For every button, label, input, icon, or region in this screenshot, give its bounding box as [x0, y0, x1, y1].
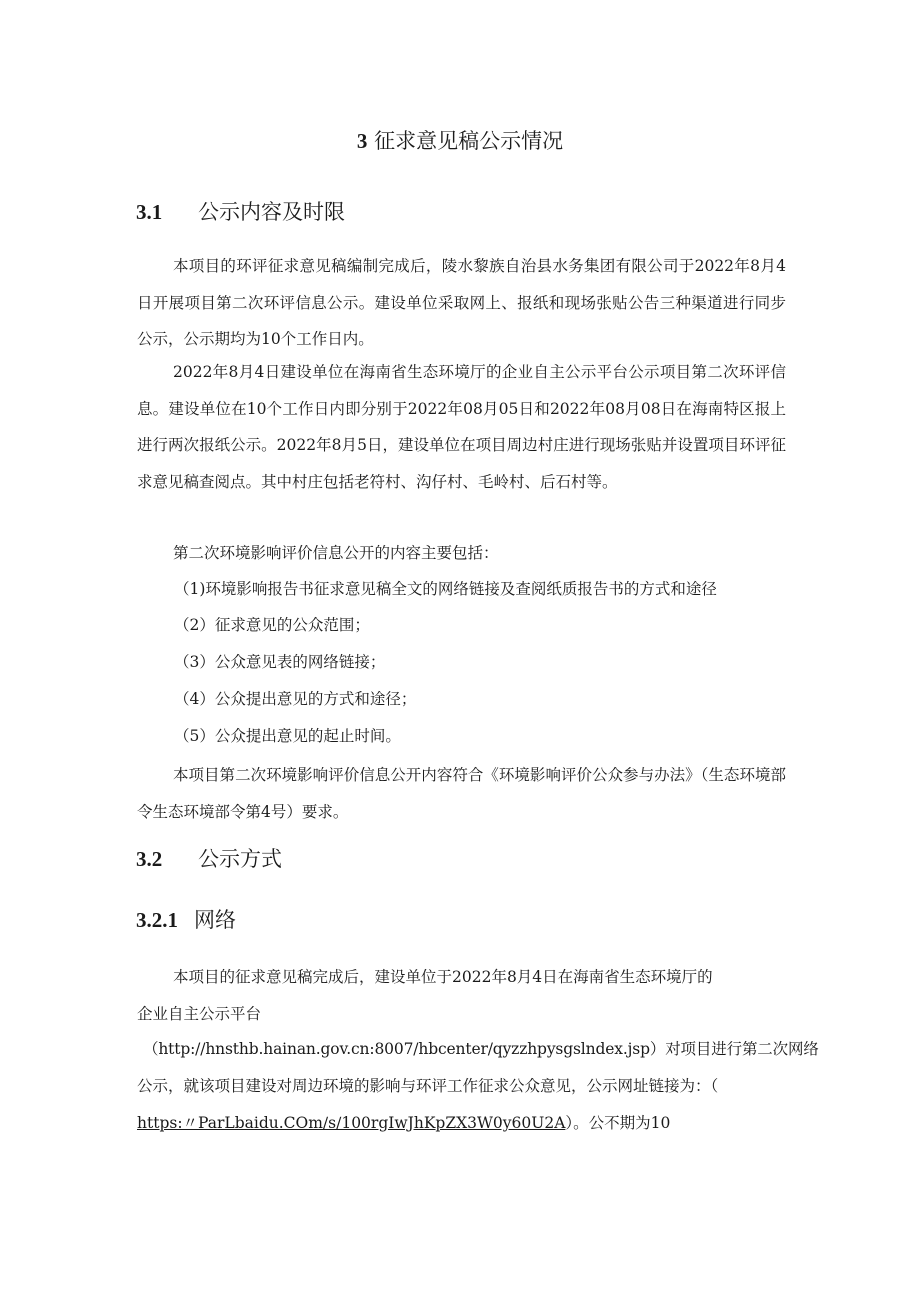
network-paragraph-line-3: （http://hnsthb.hainan.gov.cn:8007/hbcenter/qyzzhpysgslndex.jsp）对项目进行第二次网络	[143, 1040, 819, 1058]
section-3-1-paragraph-2: 2022年8月4日建设单位在海南省生态环境厅的企业自主公示平台公示项目第二次环评信息。建设单位在10个工作日内即分别于2022年08月05日和2022年08月08日在海南特区报上进行两次报纸公示。2022年8月5日，建设单位在项目周边村庄进行现场张贴并设置项目环评征求意见稿查阅点。其中村庄包括老符村、沟仔村、毛岭村、后石村等。	[137, 363, 786, 491]
network-paragraph-line-1: 本项目的征求意见稿完成后，建设单位于2022年8月4日在海南省生态环境厅的	[173, 968, 713, 986]
section-3-2-1-title: 网络	[194, 908, 236, 932]
section-3-2-1-heading	[136, 905, 236, 935]
section-3-2-title: 公示方式	[198, 847, 282, 871]
network-paragraph-line-4: 公示，就该项目建设对周边环境的影响与环评工作征求公众意见，公示网址链接为：（	[137, 1077, 719, 1095]
content-list-item-5: （5）公众提出意见的起止时间。	[174, 727, 401, 745]
content-list-item-4: （4）公众提出意见的方式和途径；	[174, 690, 417, 708]
network-paragraph-line-5	[137, 1108, 786, 1138]
content-list-item-3: （3）公众意见表的网络链接；	[174, 653, 386, 671]
section-3-2-number: 3.2	[136, 847, 163, 871]
chapter-number: 3	[356, 129, 368, 153]
content-list-item-2: （2）征求意见的公众范围；	[174, 616, 370, 634]
network-paragraph-line-2: 企业自主公示平台	[137, 1005, 262, 1023]
section-3-1-paragraph-4: 本项目第二次环境影响评价信息公开内容符合《环境影响评价公众参与办法》（生态环境部令生态环境部令第4号）要求。	[137, 766, 786, 821]
section-3-1-heading	[136, 197, 345, 227]
section-3-1-paragraph-1: 本项目的环评征求意见稿编制完成后，陵水黎族自治县水务集团有限公司于2022年8月4日开展项目第二次环评信息公示。建设单位采取网上、报纸和现场张贴公告三种渠道进行同步公示，公示期均为10个工作日内。	[137, 257, 786, 348]
public-notice-link[interactable]: https:〃ParLbaidu.COm∕s∕100rgIwJhKpZX3W0y60U2A	[137, 1114, 566, 1132]
section-3-2-heading	[136, 844, 282, 874]
content-list-item-1: （1)环境影响报告书征求意见稿全文的网络链接及查阅纸质报告书的方式和途径	[174, 580, 717, 598]
section-3-2-1-number: 3.2.1	[136, 908, 178, 932]
network-paragraph-line-5-suffix: ）。公不期为10	[565, 1114, 671, 1132]
section-3-1-paragraph-3: 第二次环境影响评价信息公开的内容主要包括：	[173, 544, 499, 562]
chapter-title	[0, 126, 920, 156]
section-3-1-title: 公示内容及时限	[198, 200, 345, 224]
chapter-title-text: 征求意见稿公示情况	[374, 129, 564, 153]
section-3-1-number: 3.1	[136, 200, 163, 224]
